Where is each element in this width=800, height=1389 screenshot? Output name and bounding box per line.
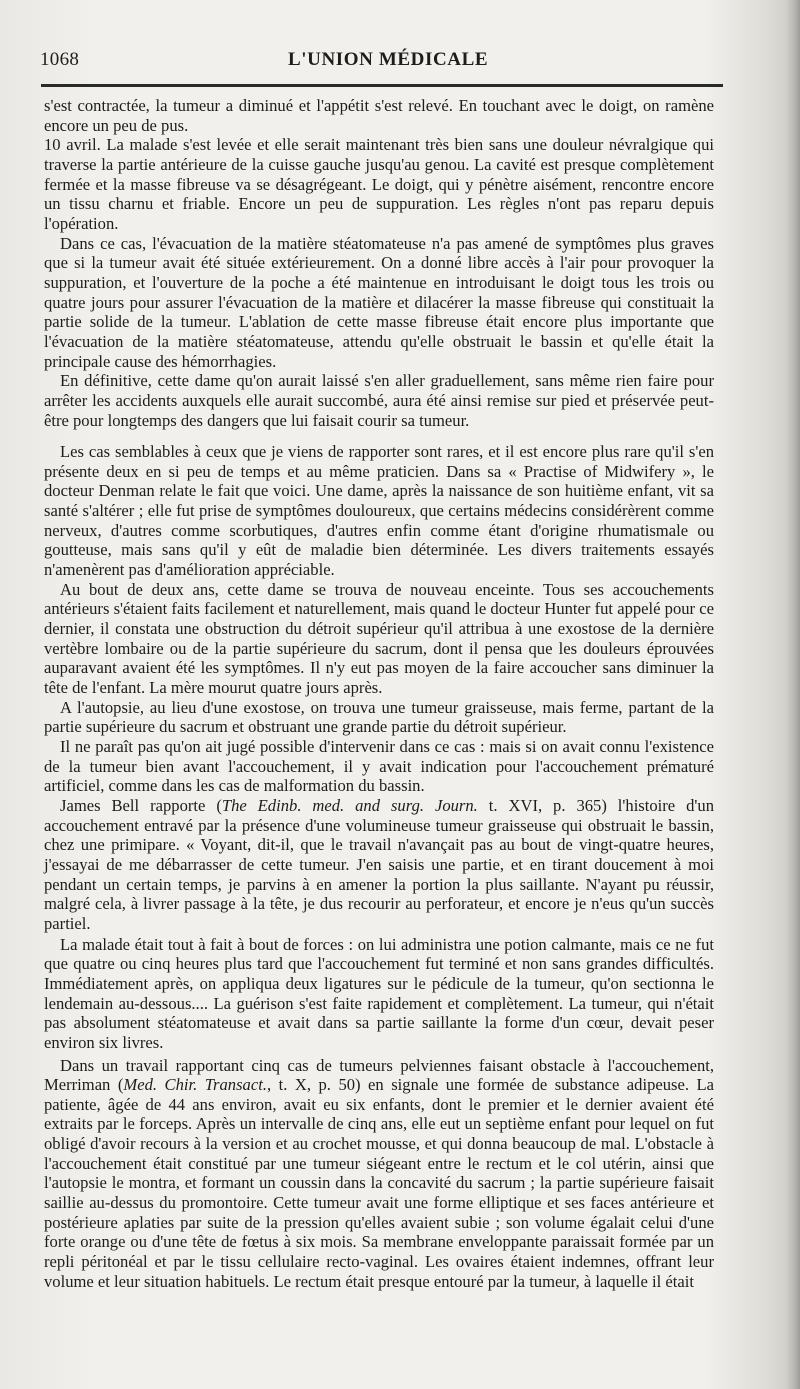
paragraph-intervention: Il ne paraît pas qu'on ait jugé possible d'intervenir dans ce cas : mais si on avait connu l'existence de la tumeur bien avant l'accouchement, il y avait indication pour l'accouchement prématuré artificiel, comme dans les cas de malformation du bassin. <box>44 737 714 796</box>
paragraph-merriman <box>44 1056 714 1292</box>
paragraph-april-10: 10 avril. La malade s'est levée et elle serait maintenant très bien sans une douleur névralgique qui traverse la partie antérieure de la cuisse gauche jusqu'au genou. La cavité est presque complètement fermée et la masse fibreuse va se désagrégeant. Le doigt, qui y pénètre aisément, rencontre encore un tissu charnu et friable. Encore un peu de suppuration. Les règles n'ont pas reparu depuis l'opération. <box>44 135 714 233</box>
article-body <box>44 96 714 1291</box>
paragraph-continuation: s'est contractée, la tumeur a diminué et l'appétit s'est relevé. En touchant avec le doigt, on ramène encore un peu de pus. <box>44 96 714 135</box>
page-header <box>40 46 730 74</box>
paragraph-conclusion: En définitive, cette dame qu'on aurait laissé s'en aller graduellement, sans même rien faire pour arrêter les accidents auxquels elle aurait succombé, aura été ainsi remise sur pied et préservée peut-être pour longtemps des dangers que lui faisait courir sa tumeur. <box>44 371 714 430</box>
running-title: L'UNION MÉDICALE <box>288 49 489 70</box>
page-edge-shadow <box>786 0 800 1389</box>
page-number: 1068 <box>40 49 80 70</box>
merriman-text-before: Dans un travail rapportant cinq cas de tumeurs pelviennes faisant obstacle à l'accouchement, Merriman ( <box>44 1055 714 1095</box>
header-rule <box>41 84 723 87</box>
paragraph-outcome: La malade était tout à fait à bout de forces : on lui administra une potion calmante, mais ce ne fut que quatre ou cinq heures plus tard que l'accouchement fut terminé et non sans grandes difficultés. Immédiatement après, on appliqua deux ligatures sur le pédicule de la tumeur, qu'on sectionna le lendemain au-dessous.... La guérison s'est faite rapidement et complètement. La tumeur, qui n'était pas absolument stéatomateuse et avait dans sa partie saillante la forme d'un cœur, devait peser environ six livres. <box>44 934 714 1052</box>
paragraph-hunter: Au bout de deux ans, cette dame se trouva de nouveau enceinte. Tous ses accouchements antérieurs s'étaient faits facilement et naturellement, mais quand le docteur Hunter fut appelé pour ce dernier, il constata une obstruction du détroit supérieur qu'il attribua à une exostose de la dernière vertèbre lombaire ou de la partie supérieure du sacrum, dont il pensa que les douleurs éprouvées auparavant avaient été les symptômes. Il n'y eut pas moyen de la faire accoucher sans diminuer la tête de l'enfant. La mère mourut quatre jours après. <box>44 579 714 698</box>
paragraph-evacuation: Dans ce cas, l'évacuation de la matière stéatomateuse n'a pas amené de symptômes plus graves que si la tumeur avait été située extérieurement. On a donné libre accès à l'air pour provoquer la suppuration, et l'ouverture de la poche a été maintenue en introduisant le doigt tous les trois ou quatre jours pour assurer l'évacuation de la matière et dilacérer la masse fibreuse qui constituait la partie solide de la tumeur. L'ablation de cette masse fibreuse était encore plus importante que l'évacuation de la matière stéatomateuse, attendu qu'elle obstruait le bassin et qu'elle était la principale cause des hémorrhagies. <box>44 233 714 371</box>
merriman-text-after: , t. X, p. 50) en signale une formée de substance adipeuse. La patiente, âgée de 44 ans environ, avait eu six enfants, dont le premier et le dernier avaient été extraits par le forceps. Après un intervalle de cinq ans, elle eut un septième enfant pour lequel on fut obligé d'avoir recours à la version et au crochet mousse, et qui donna beaucoup de mal. L'obstacle à l'accouchement était constitué par une tumeur siégeant entre le rectum et le col utérin, ainsi que l'autopsie le montra, et formant un coussin dans la concavité du sacrum ; la partie supérieure faisait saillie au-dessus du promontoire. Cette tumeur avait une forme elliptique et ses faces antérieure et postérieure aplaties par suite de la pression qu'elles avaient subie ; son volume égalait celui d'une forte orange ou d'une tête de fœtus à six mois. Sa membrane enveloppante paraissait formée par un repli péritonéal et par le tissu cellulaire recto-vaginal. Les ovaires étaient indemnes, offrant leur volume et leur situation habituels. Le rectum était presque entouré par la tumeur, à laquelle il était <box>44 1075 714 1291</box>
merriman-citation: Med. Chir. Transact. <box>123 1075 267 1095</box>
bell-text-after: t. XVI, p. 365) l'histoire d'un accouchement entravé par la présence d'une volumineuse tumeur graisseuse qui obstruait le bassin, chez une primipare. « Voyant, dit-il, que le travail n'avançait pas au bout de vingt-quatre heures, j'essayai de me débarrasser de cette tumeur. J'en saisis une partie, et en tirant doucement à moi pendant un certain temps, je parvins à en amener la portion la plus saillante. N'ayant pu réussir, malgré cela, à livrer passage à la tête, je dus recourir au perforateur, et encore je n'eus qu'un succès partiel. <box>44 795 714 933</box>
paragraph-autopsy: A l'autopsie, au lieu d'une exostose, on trouva une tumeur graisseuse, mais ferme, partant de la partie supérieure du sacrum et obstruant une grande partie du détroit supérieur. <box>44 697 714 737</box>
paragraph-denman-case: Les cas semblables à ceux que je viens de rapporter sont rares, et il est encore plus rare qu'il s'en présente deux en si peu de temps et au même praticien. Dans sa « Practise of Midwifery », le docteur Denman relate le fait que voici. Une dame, après la naissance de son huitième enfant, vit sa santé s'altérer ; elle fut prise de symptômes douloureux, que certains médecins considérèrent comme nerveux, d'autres comme scorbutiques, d'autres enfin comme étant d'origine rhumatismale ou goutteuse, mais sans qu'il y eût de maladie bien déterminée. Les divers traitements essayés n'amenèrent pas d'amélioration appréciable. <box>44 442 714 580</box>
bell-citation: The Edinb. med. and surg. Journ. <box>221 795 478 815</box>
paragraph-james-bell <box>44 796 714 934</box>
bell-text-before: James Bell rapporte ( <box>60 795 222 815</box>
